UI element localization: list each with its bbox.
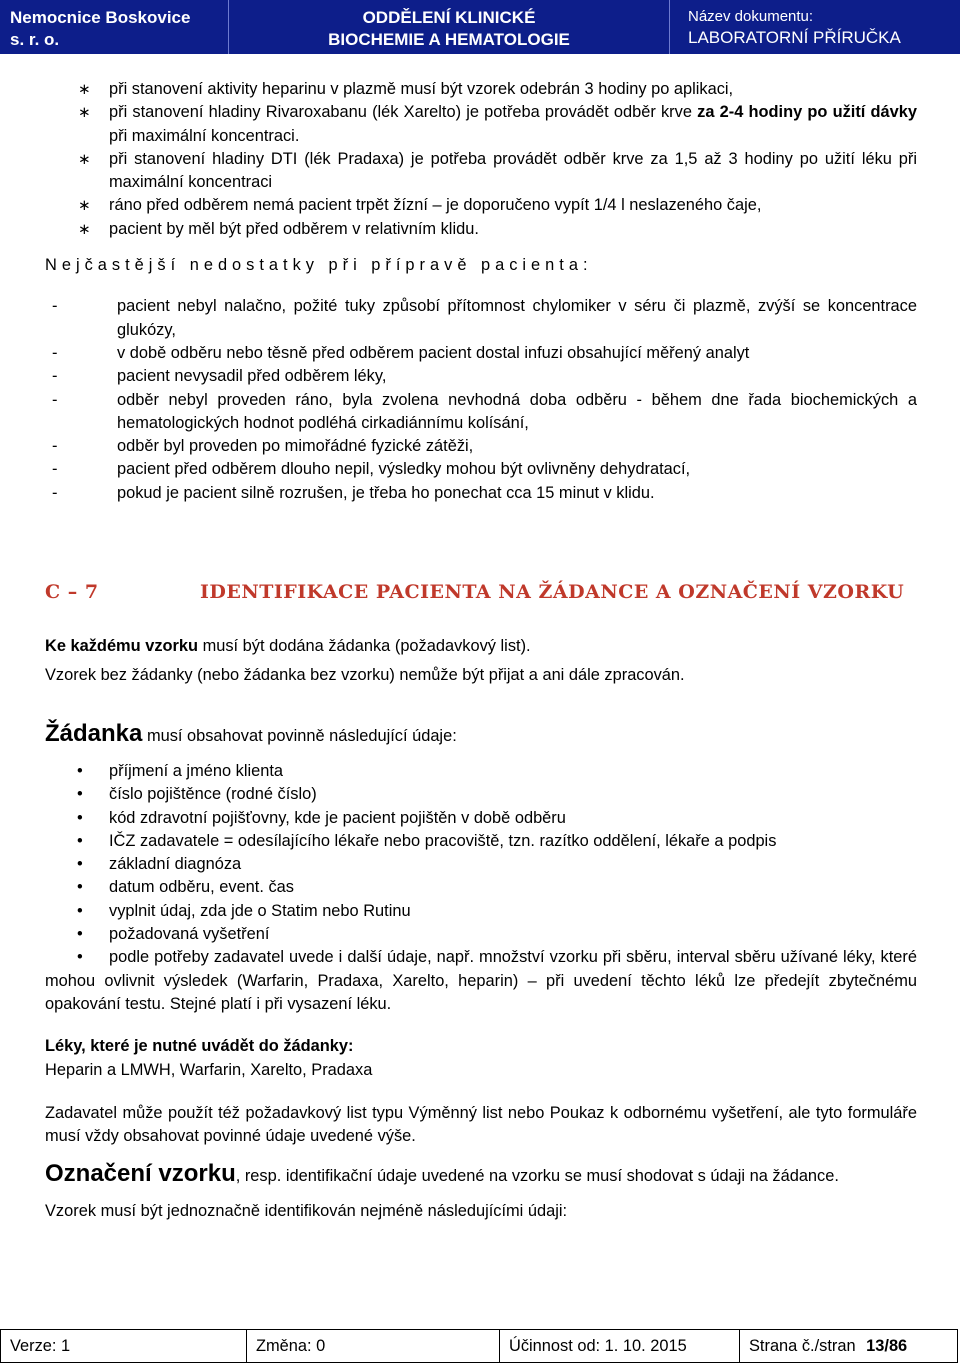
paragraph-identification: Vzorek musí být jednoznačně identifikován nejméně následujícími údaji: — [45, 1201, 568, 1220]
list-item-text: při stanovení aktivity heparinu v plazmě musí být vzorek odebrán 3 hodiny po aplikaci, — [109, 80, 734, 98]
list-item — [45, 342, 917, 365]
drugs-block — [45, 1035, 917, 1082]
bullet-icon: • — [77, 855, 83, 874]
list-item — [45, 295, 917, 342]
bullet-icon: • — [77, 878, 83, 897]
list-item-text: pokud je pacient silně rozrušen, je třeba ho ponechat cca 15 minut v klidu. — [117, 483, 655, 502]
list-item — [45, 101, 917, 148]
list-item-text: vyplnit údaj, zda jde o Statim nebo Rutinu — [109, 901, 411, 920]
required-fields-list — [45, 760, 917, 1016]
sample-labeling-heading: Označení vzorku — [45, 1160, 236, 1188]
asterisk-icon: ∗ — [78, 220, 91, 238]
paragraph-alternative-forms: Zadavatel může použít též požadavkový list typu Výměnný list nebo Poukaz k odbornému vyšetření, ale tyto formuláře musí vždy obsahovat povinné údaje uvedené výše. — [45, 1103, 917, 1146]
bullet-icon: • — [77, 925, 83, 944]
list-item-text: v době odběru nebo těsně před odběrem pacient dostal infuzi obsahující měřený analyt — [117, 343, 750, 362]
list-item — [45, 923, 917, 946]
department-line-2: BIOCHEMIE A HEMATOLOGIE — [328, 30, 570, 49]
organization-cell — [0, 0, 228, 54]
dash-marker: - — [52, 297, 58, 316]
list-item — [45, 853, 917, 876]
organization-name: Nemocnice Boskovice — [10, 8, 191, 27]
paragraph-no-request: Vzorek bez žádanky (nebo žádanka bez vzorku) nemůže být přijat a ani dále zpracován. — [45, 666, 685, 685]
document-title-cell — [670, 0, 960, 54]
bullet-icon: • — [77, 831, 83, 850]
bullet-icon: • — [77, 948, 83, 967]
list-item-text: pacient před odběrem dlouho nepil, výsledky mohou být ovlivněny dehydratací, — [117, 460, 691, 479]
list-item — [45, 148, 917, 195]
list-item — [45, 389, 917, 436]
drugs-list: Heparin a LMWH, Warfarin, Xarelto, Pradaxa — [45, 1060, 373, 1079]
list-item-text: IČZ zadavatele = odesílajícího lékaře nebo pracoviště, tzn. razítko oddělení, lékaře a podpis — [109, 831, 777, 850]
list-item-emphasis: za 2-4 hodiny po užití dávky — [697, 103, 918, 122]
dash-marker: - — [52, 367, 58, 386]
request-form-heading: Žádanka — [45, 719, 143, 747]
list-item-text: odběr byl proveden po mimořádné fyzické zátěži, — [117, 437, 474, 456]
list-item-text: pacient by měl být před odběrem v relativním klidu. — [109, 219, 479, 238]
list-item — [45, 760, 917, 783]
list-item-text: datum odběru, event. čas — [109, 878, 294, 897]
bullet-icon: • — [77, 808, 83, 827]
bullet-icon: • — [77, 785, 83, 804]
list-item-text: při stanovení hladiny Rivaroxabanu (lék Xarelto) je potřeba provádět odběr krve — [109, 103, 692, 122]
list-item — [45, 365, 917, 388]
dash-marker: - — [52, 343, 58, 362]
asterisk-icon: ∗ — [78, 104, 91, 122]
list-item — [45, 830, 917, 853]
bullet-icon: • — [77, 901, 83, 920]
dash-marker: - — [52, 390, 58, 409]
document-footer — [0, 1329, 958, 1363]
paragraph-sample-requirement — [45, 635, 917, 658]
paragraph-text: musí být dodána žádanka (požadavkový list). — [202, 637, 531, 656]
list-item — [45, 218, 917, 241]
dash-marker: - — [52, 483, 58, 502]
footer-page-label: Strana č./stran — [749, 1337, 856, 1355]
asterisk-icon: ∗ — [78, 197, 91, 215]
list-item — [45, 458, 917, 481]
list-item — [45, 482, 917, 505]
list-item-text: číslo pojištěnce (rodné číslo) — [109, 785, 317, 804]
list-item — [45, 78, 917, 101]
footer-version: Verze: 1 — [1, 1330, 247, 1362]
page-content — [45, 78, 917, 1223]
department-cell — [228, 0, 670, 54]
list-item-text: při maximální koncentraci. — [109, 126, 300, 145]
document-title-label: Název dokumentu: — [688, 8, 814, 25]
document-header — [0, 0, 960, 54]
dash-marker: - — [52, 460, 58, 479]
deficiencies-list — [45, 295, 917, 505]
paragraph-sample-labeling — [45, 1162, 917, 1188]
deficiencies-heading: Nejčastější nedostatky při přípravě pacienta: — [45, 256, 593, 275]
bullet-icon: • — [77, 761, 83, 780]
list-item-text: při stanovení hladiny DTI (lék Pradaxa) je potřeba provádět odběr krve za 1,5 až 3 hodiny po užití léku při maximální koncentraci — [109, 149, 917, 192]
footer-effective-date: Účinnost od: 1. 10. 2015 — [500, 1330, 740, 1362]
footer-page — [740, 1330, 957, 1362]
list-item-text: požadovaná vyšetření — [109, 925, 270, 944]
list-item-text: podle potřeby zadavatel uvede i další údaje, např. množství vzorku při sběru, interval sběru užívané léky, které mohou ovlivnit výsledek (Warfarin, Pradaxa, Xarelto, heparin) – při uvedení těchto léků lze předejít zbytečnému opakování testu. Stejné platí i při vysazení léku. — [45, 948, 917, 1013]
asterisk-icon: ∗ — [78, 81, 91, 98]
drugs-heading: Léky, které je nutné uvádět do žádanky: — [45, 1037, 354, 1056]
list-item — [45, 194, 917, 217]
document-title: LABORATORNÍ PŘÍRUČKA — [688, 28, 901, 47]
paragraph-request-form — [45, 719, 917, 748]
footer-page-number: 13/86 — [866, 1337, 908, 1355]
list-item-text: příjmení a jméno klienta — [109, 761, 284, 780]
list-item — [45, 783, 917, 806]
list-item-text: základní diagnóza — [109, 855, 242, 874]
list-item — [45, 876, 917, 899]
list-item — [45, 435, 917, 458]
list-item — [45, 900, 917, 923]
section-title: IDENTIFIKACE PACIENTA NA ŽÁDANCE A OZNAČENÍ VZORKU — [200, 581, 905, 604]
footer-change: Změna: 0 — [247, 1330, 500, 1362]
list-item — [45, 946, 917, 1016]
list-item-text: odběr nebyl proveden ráno, byla zvolena nevhodná doba odběru - během dne řada biochemických a hematologických hodnot podléhá cirkadiánnímu kolísání, — [117, 390, 917, 432]
department-line-1: ODDĚLENÍ KLINICKÉ — [362, 8, 536, 27]
dash-marker: - — [52, 437, 58, 456]
list-item-text: kód zdravotní pojišťovny, kde je pacient pojištěn v době odběru — [109, 808, 566, 827]
list-item-text: ráno před odběrem nemá pacient trpět žízní – je doporučeno vypít 1/4 l neslazeného čaje, — [109, 196, 762, 215]
list-item — [45, 807, 917, 830]
paragraph-text: , resp. identifikační údaje uvedené na vzorku se musí shodovat s údaji na žádance. — [235, 1167, 839, 1186]
section-number: C – 7 — [45, 581, 99, 604]
paragraph-text: musí obsahovat povinně následující údaje: — [146, 726, 457, 745]
asterisk-icon: ∗ — [78, 150, 91, 168]
list-item-text: pacient nebyl nalačno, požité tuky způsobí přítomnost chylomiker v séru či plazmě, zvýší se koncentrace glukózy, — [117, 297, 917, 339]
section-heading — [45, 581, 917, 611]
preparation-notes-list — [45, 78, 917, 241]
paragraph-emphasis: Ke každému vzorku — [45, 637, 199, 656]
list-item-text: pacient nevysadil před odběrem léky, — [117, 367, 387, 386]
organization-suffix: s. r. o. — [10, 30, 60, 49]
